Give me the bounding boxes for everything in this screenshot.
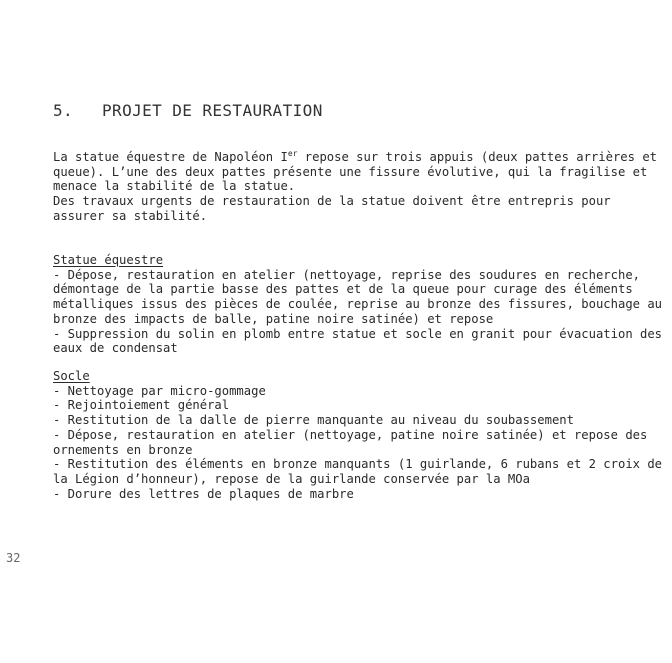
statue-section <box>53 253 668 356</box>
intro-text-end: repose sur trois appuis (deux pattes arrières et queue). L’une des deux pattes présente une fissure évolutive, qui la fragilise et menace la stabilité de la statue. <box>53 150 657 194</box>
section-number: 5. <box>53 101 74 120</box>
statue-item: - Suppression du solin en plomb entre statue et socle en granit pour évacuation des eaux de condensat <box>53 326 663 356</box>
socle-heading: Socle <box>53 369 90 383</box>
ordinal-superscript: er <box>287 148 298 158</box>
intro-paragraph-1 <box>53 150 668 194</box>
page-number: 32 <box>6 551 21 565</box>
socle-item: - Dorure des lettres de plaques de marbre <box>53 486 354 501</box>
socle-item: - Rejointoiement général <box>53 398 230 413</box>
intro-paragraph-2: Des travaux urgents de restauration de la statue doivent être entrepris pour assurer sa stabilité. <box>53 194 611 223</box>
section-title-text: PROJET DE RESTAURATION <box>102 101 323 120</box>
socle-item: - Restitution de la dalle de pierre manquante au niveau du soubassement <box>53 413 574 428</box>
statue-item: - Dépose, restauration en atelier (nettoyage, reprise des soudures en recherche, démontage de la partie basse des pattes et de la queue pour curage des éléments métalliques issus des pièces de coulée, reprise au bronze des fissures, bouchage au bronze des impacts de balle, patine noire satinée) et repose <box>53 267 663 326</box>
socle-section <box>53 369 668 501</box>
socle-item: - Dépose, restauration en atelier (nettoyage, patine noire satinée) et repose des ornements en bronze <box>53 427 648 457</box>
section-title <box>53 101 323 120</box>
intro-block <box>53 150 668 224</box>
statue-heading: Statue équestre <box>53 253 164 267</box>
intro-text-start: La statue équestre de Napoléon I <box>53 150 288 164</box>
socle-item: - Restitution des éléments en bronze manquants (1 guirlande, 6 rubans et 2 croix de la Légion d’honneur), repose de la guirlande conservée par la MOa <box>53 457 663 486</box>
socle-item: - Nettoyage par micro-gommage <box>53 383 266 398</box>
